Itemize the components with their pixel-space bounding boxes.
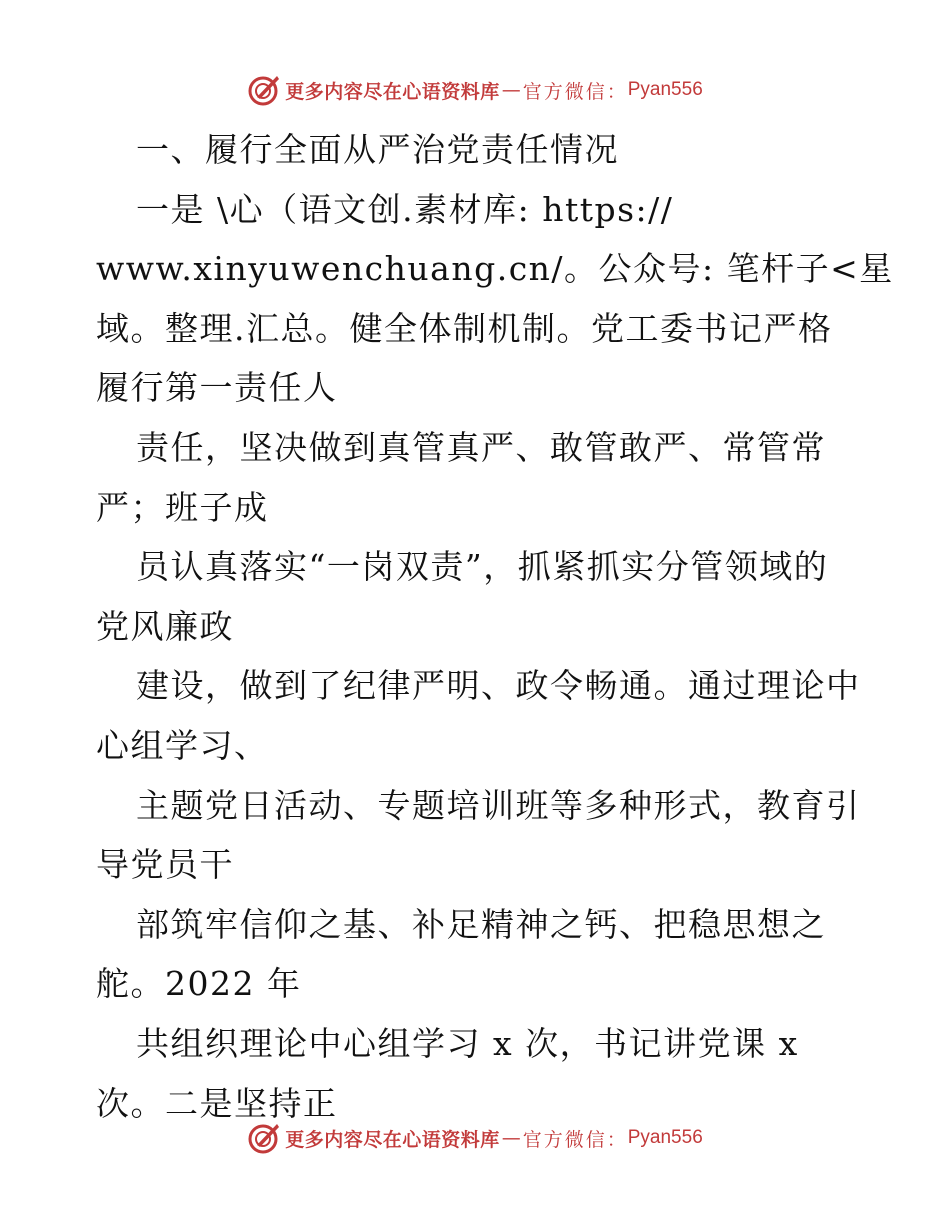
text-line: 员认真落实“一岗双责”，抓紧抓实分管领域的 xyxy=(136,547,829,587)
text-line: 域。整理.汇总。健全体制机制。党工委书记严格 xyxy=(96,308,833,348)
footer-dash: — xyxy=(501,1127,521,1149)
text-line: 主题党日活动、专题培训班等多种形式，教育引 xyxy=(136,785,861,825)
header-wechat-id: Pyan556 xyxy=(627,79,703,100)
text-line: 舵。2022 年 xyxy=(96,964,302,1004)
text-line: 导党员干 xyxy=(96,845,234,885)
header-slogan: 更多内容尽在心语资料库 xyxy=(285,80,500,103)
text-line: 严；班子成 xyxy=(96,487,269,527)
text-line: 次。二是坚持正 xyxy=(96,1083,338,1123)
header-banner xyxy=(0,70,950,110)
text-line: 责任，坚决做到真管真严、敢管敢严、常管常 xyxy=(136,427,826,467)
footer-wechat-label: 官方微信： xyxy=(522,1128,628,1151)
quill-logo-icon xyxy=(247,1121,281,1155)
footer-wechat-id: Pyan556 xyxy=(627,1127,703,1148)
text-line: 党风廉政 xyxy=(96,606,234,646)
quill-logo-icon xyxy=(247,73,281,107)
header-wechat-label: 官方微信： xyxy=(522,80,628,103)
heading-line: 一、履行全面从严治党责任情况 xyxy=(136,130,619,169)
document-body xyxy=(96,120,894,1133)
text-line: 心组学习、 xyxy=(96,725,269,765)
header-dash: — xyxy=(501,79,521,101)
text-line: 履行第一责任人 xyxy=(96,368,338,408)
text-line: 建设，做到了纪律严明、政令畅通。通过理论中 xyxy=(136,666,861,706)
text-line: www.xinyuwenchuang.cn/。公众号: 笔杆子<星 xyxy=(96,249,894,289)
text-line: 共组织理论中心组学习 x 次，书记讲党课 x xyxy=(136,1023,799,1063)
text-line: 部筑牢信仰之基、补足精神之钙、把稳思想之 xyxy=(136,904,826,944)
footer-banner xyxy=(0,1118,950,1158)
footer-slogan: 更多内容尽在心语资料库 xyxy=(285,1128,500,1151)
text-line: 一是 \心（语文创.素材库: https:// xyxy=(136,189,674,229)
